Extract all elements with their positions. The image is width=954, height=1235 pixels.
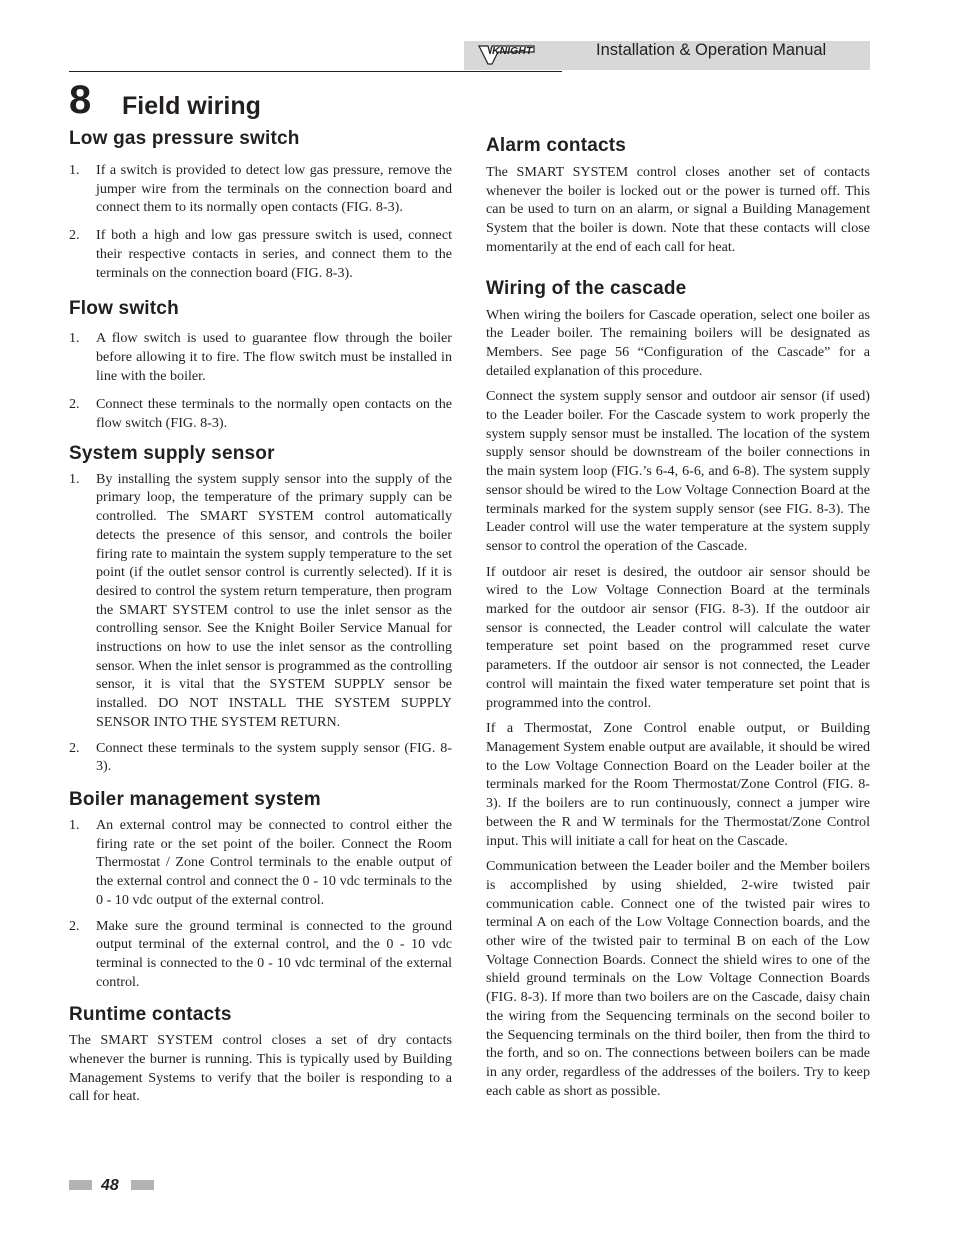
chapter-title: Field wiring (122, 92, 261, 120)
item-number: 1. (69, 330, 80, 347)
paragraph: If outdoor air reset is desired, the outdoor air sensor should be wired to the Low Voltage Connection Board at the terminals marked for the outdoor air sensor (FIG. 8-3). If the outdoor air sensor is connected, the Leader control will calculate the water temperature set point based on the programmed reset curve parameters. If the outdoor air sensor is not connected, the Leader control will maintain the fixed water temperature set point that is programmed into the control. (486, 563, 870, 711)
item-text: An external control may be connected to control either the firing rate or the set point of the boiler. Connect the Room Thermostat / Zone Control terminals to the enable output of the external control and connect the 0 - 10 vdc terminals to the 0 - 10 vdc output of the external control. (96, 816, 452, 908)
knight-logo (476, 40, 550, 66)
section-flow-switch (69, 297, 452, 433)
list-item (69, 329, 452, 385)
section-heading: Low gas pressure switch (69, 128, 300, 149)
list-item (69, 470, 452, 732)
paragraph: If a Thermostat, Zone Control enable output, or Building Management System enable output are available, it should be wired to the Low Voltage Connection Board on the Leader boiler at the terminals marked for the Room Thermostat/Zone Control (FIG. 8-3). If the boilers are to run continuously, connect a jumper wire between the R and W terminals for the Thermostat/Zone Control input. This will initiate a call for heat on the Cascade. (486, 720, 870, 849)
section-heading: Wiring of the cascade (486, 277, 687, 299)
section-heading: Flow switch (69, 298, 179, 320)
paragraph: The SMART SYSTEM control closes a set of dry contacts whenever the burner is running. This is typically used by Building Management Systems to verify that the boiler is responding to a call for heat. (69, 1032, 452, 1105)
paragraph: The SMART SYSTEM control closes another set of contacts whenever the boiler is locked out or the power is turned off. This can be used to turn on an alarm, or signal a Building Management System that the boiler is down. Note that these contacts will close momentarily at the end of each call for heat. (486, 164, 870, 255)
section-heading: System supply sensor (69, 442, 275, 464)
item-text: If both a high and low gas pressure switch is used, connect their respective contacts in series, and connect them to the terminals on the connection board (FIG. 8-3). (96, 227, 452, 281)
item-text: Connect these terminals to the normally open contacts on the flow switch (FIG. 8-3). (96, 396, 452, 432)
section-runtime-contacts (69, 1003, 452, 1106)
list-item (69, 816, 452, 910)
item-number: 2. (69, 227, 80, 244)
chapter-number: 8 (69, 78, 92, 122)
item-text: A flow switch is used to guarantee flow through the boiler before allowing it to fire. The flow switch must be installed in line with the boiler. (96, 330, 452, 384)
numbered-list (69, 470, 452, 776)
page-footer (69, 1176, 154, 1196)
section-system-supply-sensor (69, 442, 452, 776)
numbered-list (69, 816, 452, 991)
item-text: If a switch is provided to detect low gas pressure, remove the jumper wire from the terminals on the connection board and connect them to its normally open contacts (FIG. 8-3). (96, 162, 452, 216)
list-item (69, 917, 452, 992)
item-number: 2. (69, 739, 80, 756)
manual-title: Installation & Operation Manual (596, 41, 827, 59)
list-item (69, 739, 452, 776)
section-boiler-management-system (69, 788, 452, 991)
header-rule (69, 71, 562, 72)
item-number: 1. (69, 470, 80, 487)
section-heading: Alarm contacts (486, 135, 627, 156)
logo-wordmark: KNIGHT (492, 45, 533, 57)
item-number: 1. (69, 816, 80, 833)
left-column (69, 127, 452, 1106)
item-text: Connect these terminals to the system supply sensor (FIG. 8-3). (96, 739, 452, 775)
page-number: 48 (101, 1177, 119, 1194)
item-number: 2. (69, 917, 80, 934)
section-alarm-contacts (486, 134, 870, 257)
paragraph: When wiring the boilers for Cascade operation, select one boiler as the Leader boiler. The remaining boilers will be designated as Members. See page 56 “Configuration of the Cascade” for a detailed explanation of this procedure. (486, 306, 870, 379)
item-text: Make sure the ground terminal is connected to the ground output terminal of the external control, and the 0 - 10 vdc terminal is connected to the 0 - 10 vdc terminal of the external control. (96, 917, 452, 990)
section-low-gas-pressure-switch (69, 127, 452, 282)
paragraph: Connect the system supply sensor and outdoor air sensor (if used) to the Leader boiler. For the Cascade system to work properly the system supply sensor must be installed. The location of the system supply sensor should be downstream of the boiler connections in the main system loop (FIG.’s 6-4, 6-6, and 6-8). The system supply sensor should be wired to the Low Voltage Connection Board at the terminals marked for the system supply sensor (see FIG. 8-3). The Leader control will use the water temperature at the system supply sensor to control the operation of the Cascade. (486, 388, 870, 554)
section-heading: Runtime contacts (69, 1004, 232, 1026)
item-number: 2. (69, 396, 80, 413)
footer-bar-right (131, 1180, 154, 1190)
numbered-list (69, 329, 452, 433)
paragraph: Communication between the Leader boiler and the Member boilers is accomplished by using shielded, 2-wire twisted pair communication cable. Connect one of the twisted pair wires to terminal A on each of the Low Voltage Connection boards, and the other wire of the twisted pair to terminal B on each of the Low Voltage Connection Boards. Connect the shield wires to one of the shield ground terminals on the Low Voltage Connection Boards (FIG. 8-3). If more than two boilers are on the Cascade, daisy chain the wiring from the Sequencing terminals on the second boiler to the Sequencing terminals on the third boiler, then from the third to the forth, and so on. The connections between boilers can be made in any order, regardless of the addresses of the boilers. Try to keep each cable as short as possible. (486, 858, 870, 1099)
right-column (486, 134, 870, 1100)
footer-bar-left (69, 1180, 92, 1190)
section-wiring-of-the-cascade (486, 277, 870, 1101)
list-item (69, 226, 452, 282)
item-number: 1. (69, 162, 80, 178)
section-heading: Boiler management system (69, 788, 321, 810)
list-item (69, 395, 452, 432)
list-item (69, 161, 452, 217)
item-text: By installing the system supply sensor into the supply of the primary loop, the temperature of the primary supply can be controlled. The SMART SYSTEM control automatically detects the presence of this sensor, and controls the boiler firing rate to maintain the system supply temperature to the set point (if the outlet sensor control is currently selected). If it is desired to control the system return temperature, then program the SMART SYSTEM control to use the inlet sensor as the controlling sensor. See the Knight Boiler Service Manual for instructions on how to use the inlet sensor as the controlling sensor. When the inlet sensor is programmed as the controlling sensor, it is vital that the SYSTEM SUPPLY sensor be installed. DO NOT INSTALL THE SYSTEM SUPPLY SENSOR INTO THE SYSTEM RETURN. (96, 470, 452, 730)
numbered-list (69, 161, 452, 282)
